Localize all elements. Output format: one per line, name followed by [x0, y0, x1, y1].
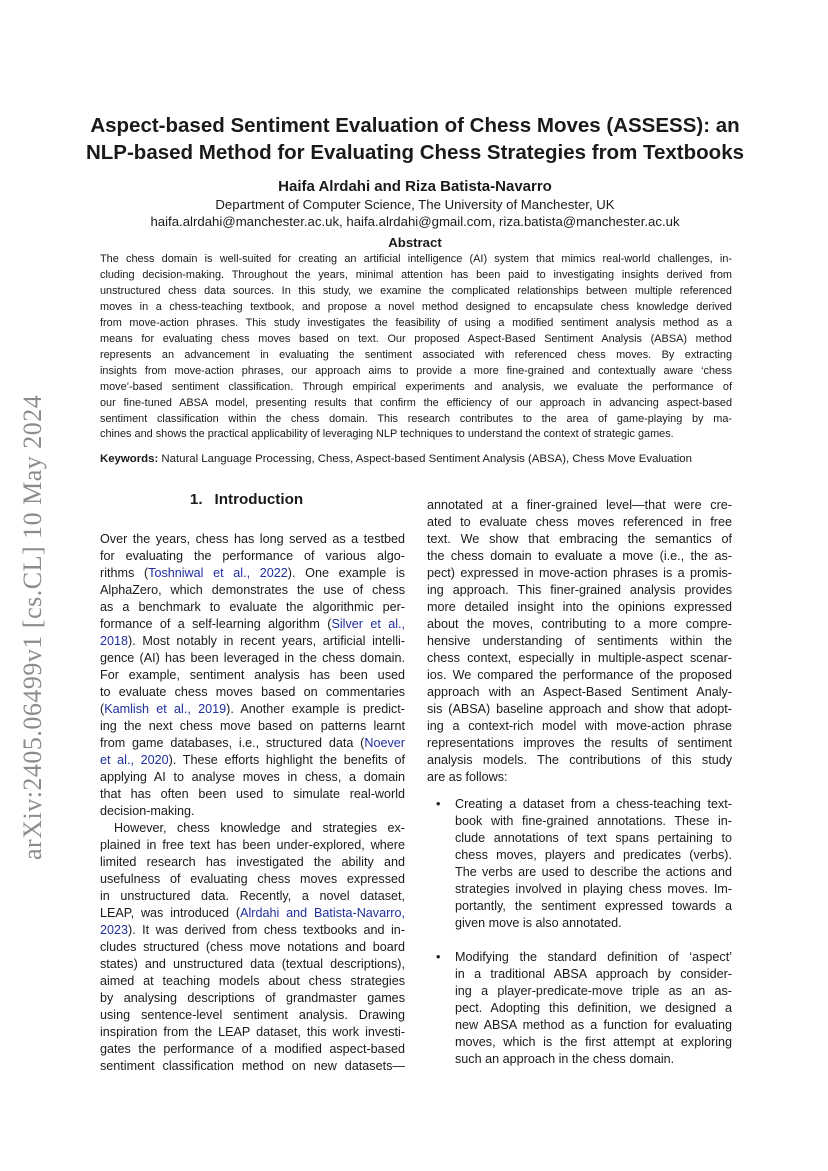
abstract-text — [100, 252, 732, 443]
bullet-text — [440, 796, 732, 932]
abstract-line: cluding decision-making. Throughout the years, minimal attention has been paid to investigating insights derived from — [100, 268, 732, 281]
paper-title — [80, 112, 750, 166]
paragraph-line — [100, 565, 405, 582]
line-text: states) and unstructured data (textual descriptions), — [100, 957, 405, 971]
paragraph-line: hensive understanding of sentiments within the — [427, 634, 732, 648]
author-emails: haifa.alrdahi@manchester.ac.uk, haifa.alrdahi@gmail.com, riza.batista@manchester.ac.uk — [150, 214, 680, 229]
abstract-line: moves in a chess-teaching textbook, and propose a novel method designed to encapsulate chess knowledge derived — [100, 300, 732, 313]
affiliation: Department of Computer Science, The University of Manchester, UK — [215, 197, 615, 212]
bullet-line: strategies involved in playing chess moves. Im- — [455, 882, 732, 896]
right-column-text — [427, 497, 732, 786]
paragraph-line: approach with an Aspect-Based Sentiment Analy- — [427, 685, 732, 699]
paragraph-line — [100, 582, 405, 599]
paragraph-line — [100, 684, 405, 701]
affiliation-block — [80, 196, 750, 230]
line-text: formance of a self-learning algorithm ( — [100, 617, 332, 631]
line-text: by analysing descriptions of grandmaster games — [100, 991, 405, 1005]
bullet-line: given move is also annotated. — [455, 916, 622, 930]
abstract-heading: Abstract — [388, 235, 442, 250]
citation-link[interactable]: Toshniwal et al., 2022 — [148, 566, 288, 580]
paragraph-line — [100, 667, 405, 684]
paragraph-line — [100, 1007, 405, 1024]
paragraph-line — [100, 599, 405, 616]
paragraph-line: text. We show that embracing the semantics of — [427, 532, 732, 546]
contribution-bullet — [436, 796, 732, 932]
paragraph-line — [100, 616, 405, 633]
citation-link[interactable]: Alrdahi and Batista-Navarro, — [240, 906, 405, 920]
abstract-line: move’-based sentiment classification. Through empirical experiments and analysis, we evaluate the performance of — [100, 380, 732, 393]
bullet-line: moves, which is the first attempt at exploring — [455, 1035, 732, 1049]
line-text: gates the performance of a modified aspect-based — [100, 1042, 405, 1056]
paragraph-line — [100, 820, 405, 837]
paragraph-line — [100, 854, 405, 871]
bullet-line: such an approach in the chess domain. — [455, 1052, 675, 1066]
paragraph-line: pect) expressed in move-action phrases is a promis- — [427, 566, 732, 580]
bullet-line: The verbs are used to describe the actions and — [455, 865, 732, 879]
line-text: plained in free text has been under-explored, where — [100, 838, 405, 852]
line-text: from game databases, i.e., structured data ( — [100, 736, 365, 750]
paragraph-line: ing approach. This finer-grained analysis provides — [427, 583, 732, 597]
paragraph-line — [100, 548, 405, 565]
section-number: 1. — [189, 491, 203, 508]
paragraph-line — [100, 633, 405, 650]
line-text: to evaluate chess moves based on commentaries — [100, 685, 405, 699]
section-heading — [100, 491, 405, 508]
bullet-line: ing a player-predicate-move triple as an as- — [455, 984, 732, 998]
contribution-bullet — [436, 949, 732, 1068]
abstract-line: from move-action phrases. This study investigates the feasibility of using a modified sentiment analysis method as a — [100, 316, 732, 329]
paragraph-line: annotated at a finer-grained level—that were cre- — [427, 498, 732, 512]
paragraph-line: sis (ABSA) baseline approach and show that adopt- — [427, 702, 732, 716]
line-text: ). It was derived from chess textbooks and in- — [128, 923, 405, 937]
paragraph-line: analysis models. The contributions of this study — [427, 753, 732, 767]
line-text: decision-making. — [100, 804, 195, 818]
line-text: aimed at teaching models about chess strategies — [100, 974, 405, 988]
paragraph-line — [100, 786, 405, 803]
citation-link[interactable]: Silver et al., — [331, 617, 405, 631]
bullet-marker: • — [436, 950, 441, 964]
paragraph-line — [100, 1024, 405, 1041]
bullet-line: clude annotations of text spans pertaining to — [455, 831, 732, 845]
bullet-line: book with fine-grained annotations. These in- — [455, 814, 732, 828]
paragraph-line — [100, 956, 405, 973]
line-text: applying AI to analyse moves in chess, a domain — [100, 770, 405, 784]
abstract-line: insights from move-action phrases, our approach aims to provide a more fine-grained and contextually aware ‘chess — [100, 364, 732, 377]
bullet-line: Modifying the standard definition of ‘aspect’ — [455, 950, 732, 964]
line-text: cludes structured (chess move notations and board — [100, 940, 405, 954]
abstract-line: sentiment classification within the chess domain. This research contributes to the area of game-playing by ma- — [100, 412, 732, 425]
author-names: Haifa Alrdahi and Riza Batista-Navarro — [278, 178, 552, 195]
citation-link[interactable]: 2023 — [100, 923, 129, 937]
citation-link[interactable]: Kamlish et al., 2019 — [104, 702, 227, 716]
paragraph-line: ated to evaluate chess moves referenced in free — [427, 515, 732, 529]
line-text: inspiration from the LEAP dataset, this work investi- — [100, 1025, 405, 1039]
bullet-line: chess moves, players and predicates (verbs). — [455, 848, 732, 862]
abstract-line: chines and shows the practical applicability of leveraging NLP techniques to understand the context of strategic games. — [100, 428, 674, 441]
paragraph-line — [100, 871, 405, 888]
title-line: Aspect-based Sentiment Evaluation of Chess Moves (ASSESS): an — [90, 114, 740, 137]
line-text: ). These efforts highlight the benefits of — [168, 753, 405, 767]
bullet-line: in a traditional ABSA approach by consider- — [455, 967, 732, 981]
line-text: For example, sentiment analysis has been used — [100, 668, 405, 682]
keywords-label: Keywords: — [100, 453, 159, 465]
paragraph-line — [100, 939, 405, 956]
line-text: ( — [100, 702, 105, 716]
bullet-marker: • — [436, 797, 441, 811]
line-text: that has often been used to simulate real-world — [100, 787, 405, 801]
bullet-line: portantly, the sentiment expressed towards a — [455, 899, 732, 913]
line-text: LEAP, was introduced ( — [100, 906, 241, 920]
keywords — [100, 452, 732, 468]
line-text: for evaluating the performance of various algo- — [100, 549, 405, 563]
paragraph-line — [100, 735, 405, 752]
paragraph-line — [100, 531, 405, 548]
line-text: rithms ( — [100, 566, 149, 580]
line-text: ). One example is — [287, 566, 405, 580]
line-text: gence (AI) has been leveraged in the chess domain. — [100, 651, 405, 665]
line-text: ). Most notably in recent years, artificial intelli- — [128, 634, 405, 648]
bullet-line: pect. Adopting this definition, we designed a — [455, 1001, 732, 1015]
paragraph-line: ing a context-rich model with move-action phrase — [427, 719, 732, 733]
abstract-line: our fine-tuned ABSA model, presenting results that confirm the efficiency of our approach in advancing aspect-based — [100, 396, 732, 409]
paragraph-line — [100, 905, 405, 922]
paragraph-line — [100, 922, 405, 939]
paragraph-line — [100, 1041, 405, 1058]
paragraph-line — [100, 650, 405, 667]
citation-link[interactable]: 2018 — [100, 634, 129, 648]
paragraph-line — [100, 803, 405, 820]
line-text: in unstructured data. Recently, a novel dataset, — [100, 889, 405, 903]
line-text: using sentence-level sentiment analysis. Drawing — [100, 1008, 405, 1022]
paragraph-line: are as follows: — [427, 770, 508, 784]
paragraph-line: the chess domain to evaluate a move (i.e., the as- — [427, 549, 732, 563]
line-text: However, chess knowledge and strategies ex- — [114, 821, 405, 835]
paragraph-line: chess context, especially in multiple-aspect scenar- — [427, 651, 732, 665]
abstract-line: represents an advancement in evaluating the sentiment associated with referenced chess moves. By extracting — [100, 348, 732, 361]
line-text: Over the years, chess has long served as a testbed — [100, 532, 405, 546]
title-line: NLP-based Method for Evaluating Chess Strategies from Textbooks — [85, 141, 744, 164]
paragraph-line: about the moves, contributing to a more compre- — [427, 617, 732, 631]
bullet-text — [440, 949, 732, 1068]
line-text: AlphaZero, which demonstrates the use of chess — [100, 583, 405, 597]
paragraph-line — [100, 837, 405, 854]
paragraph-line: more detailed insight into the opinions expressed — [427, 600, 732, 614]
paragraph-line — [100, 1058, 405, 1075]
line-text: ). Another example is predict- — [226, 702, 405, 716]
paragraph-line: ios. We compared the performance of the proposed — [427, 668, 732, 682]
paragraph-line — [100, 769, 405, 786]
line-text: limited research has investigated the ability and — [100, 855, 405, 869]
section-title: Introduction — [214, 491, 304, 508]
paragraph-line — [100, 990, 405, 1007]
paragraph-line — [100, 752, 405, 769]
keywords-text: Natural Language Processing, Chess, Aspect-based Sentiment Analysis (ABSA), Chess Move Evaluation — [161, 453, 692, 465]
line-text: usefulness of evaluating chess moves expressed — [100, 872, 405, 886]
paragraph-line — [100, 718, 405, 735]
left-column-text — [100, 531, 405, 1075]
arxiv-identifier[interactable]: arXiv:2405.06499v1 [cs.CL] 10 May 2024 — [18, 394, 47, 860]
paragraph-line — [100, 888, 405, 905]
abstract-line: unstructured chess data sources. In this study, we examine the complicated relationships between multiple referenced — [100, 284, 732, 297]
paragraph-line — [100, 701, 405, 718]
paragraph-line: representations improves the results of sentiment — [427, 736, 732, 750]
bullet-line: new ABSA method as a function for evaluating — [455, 1018, 732, 1032]
citation-link[interactable]: et al., 2020 — [100, 753, 169, 767]
paragraph-line — [100, 973, 405, 990]
line-text: sentiment classification method on new datasets— — [100, 1059, 405, 1073]
line-text: as a benchmark to evaluate the algorithmic per- — [100, 600, 405, 614]
citation-link[interactable]: Noever — [364, 736, 405, 750]
abstract-line: The chess domain is well-suited for creating an artificial intelligence (AI) system that mimics real-world challenges, in- — [100, 253, 732, 265]
bullet-line: Creating a dataset from a chess-teaching text- — [455, 797, 732, 811]
abstract-line: means for evaluating chess moves based on text. Our proposed Aspect-Based Sentiment Analysis (ABSA) method — [100, 332, 732, 345]
line-text: ing the next chess move based on patterns learnt — [100, 719, 405, 733]
